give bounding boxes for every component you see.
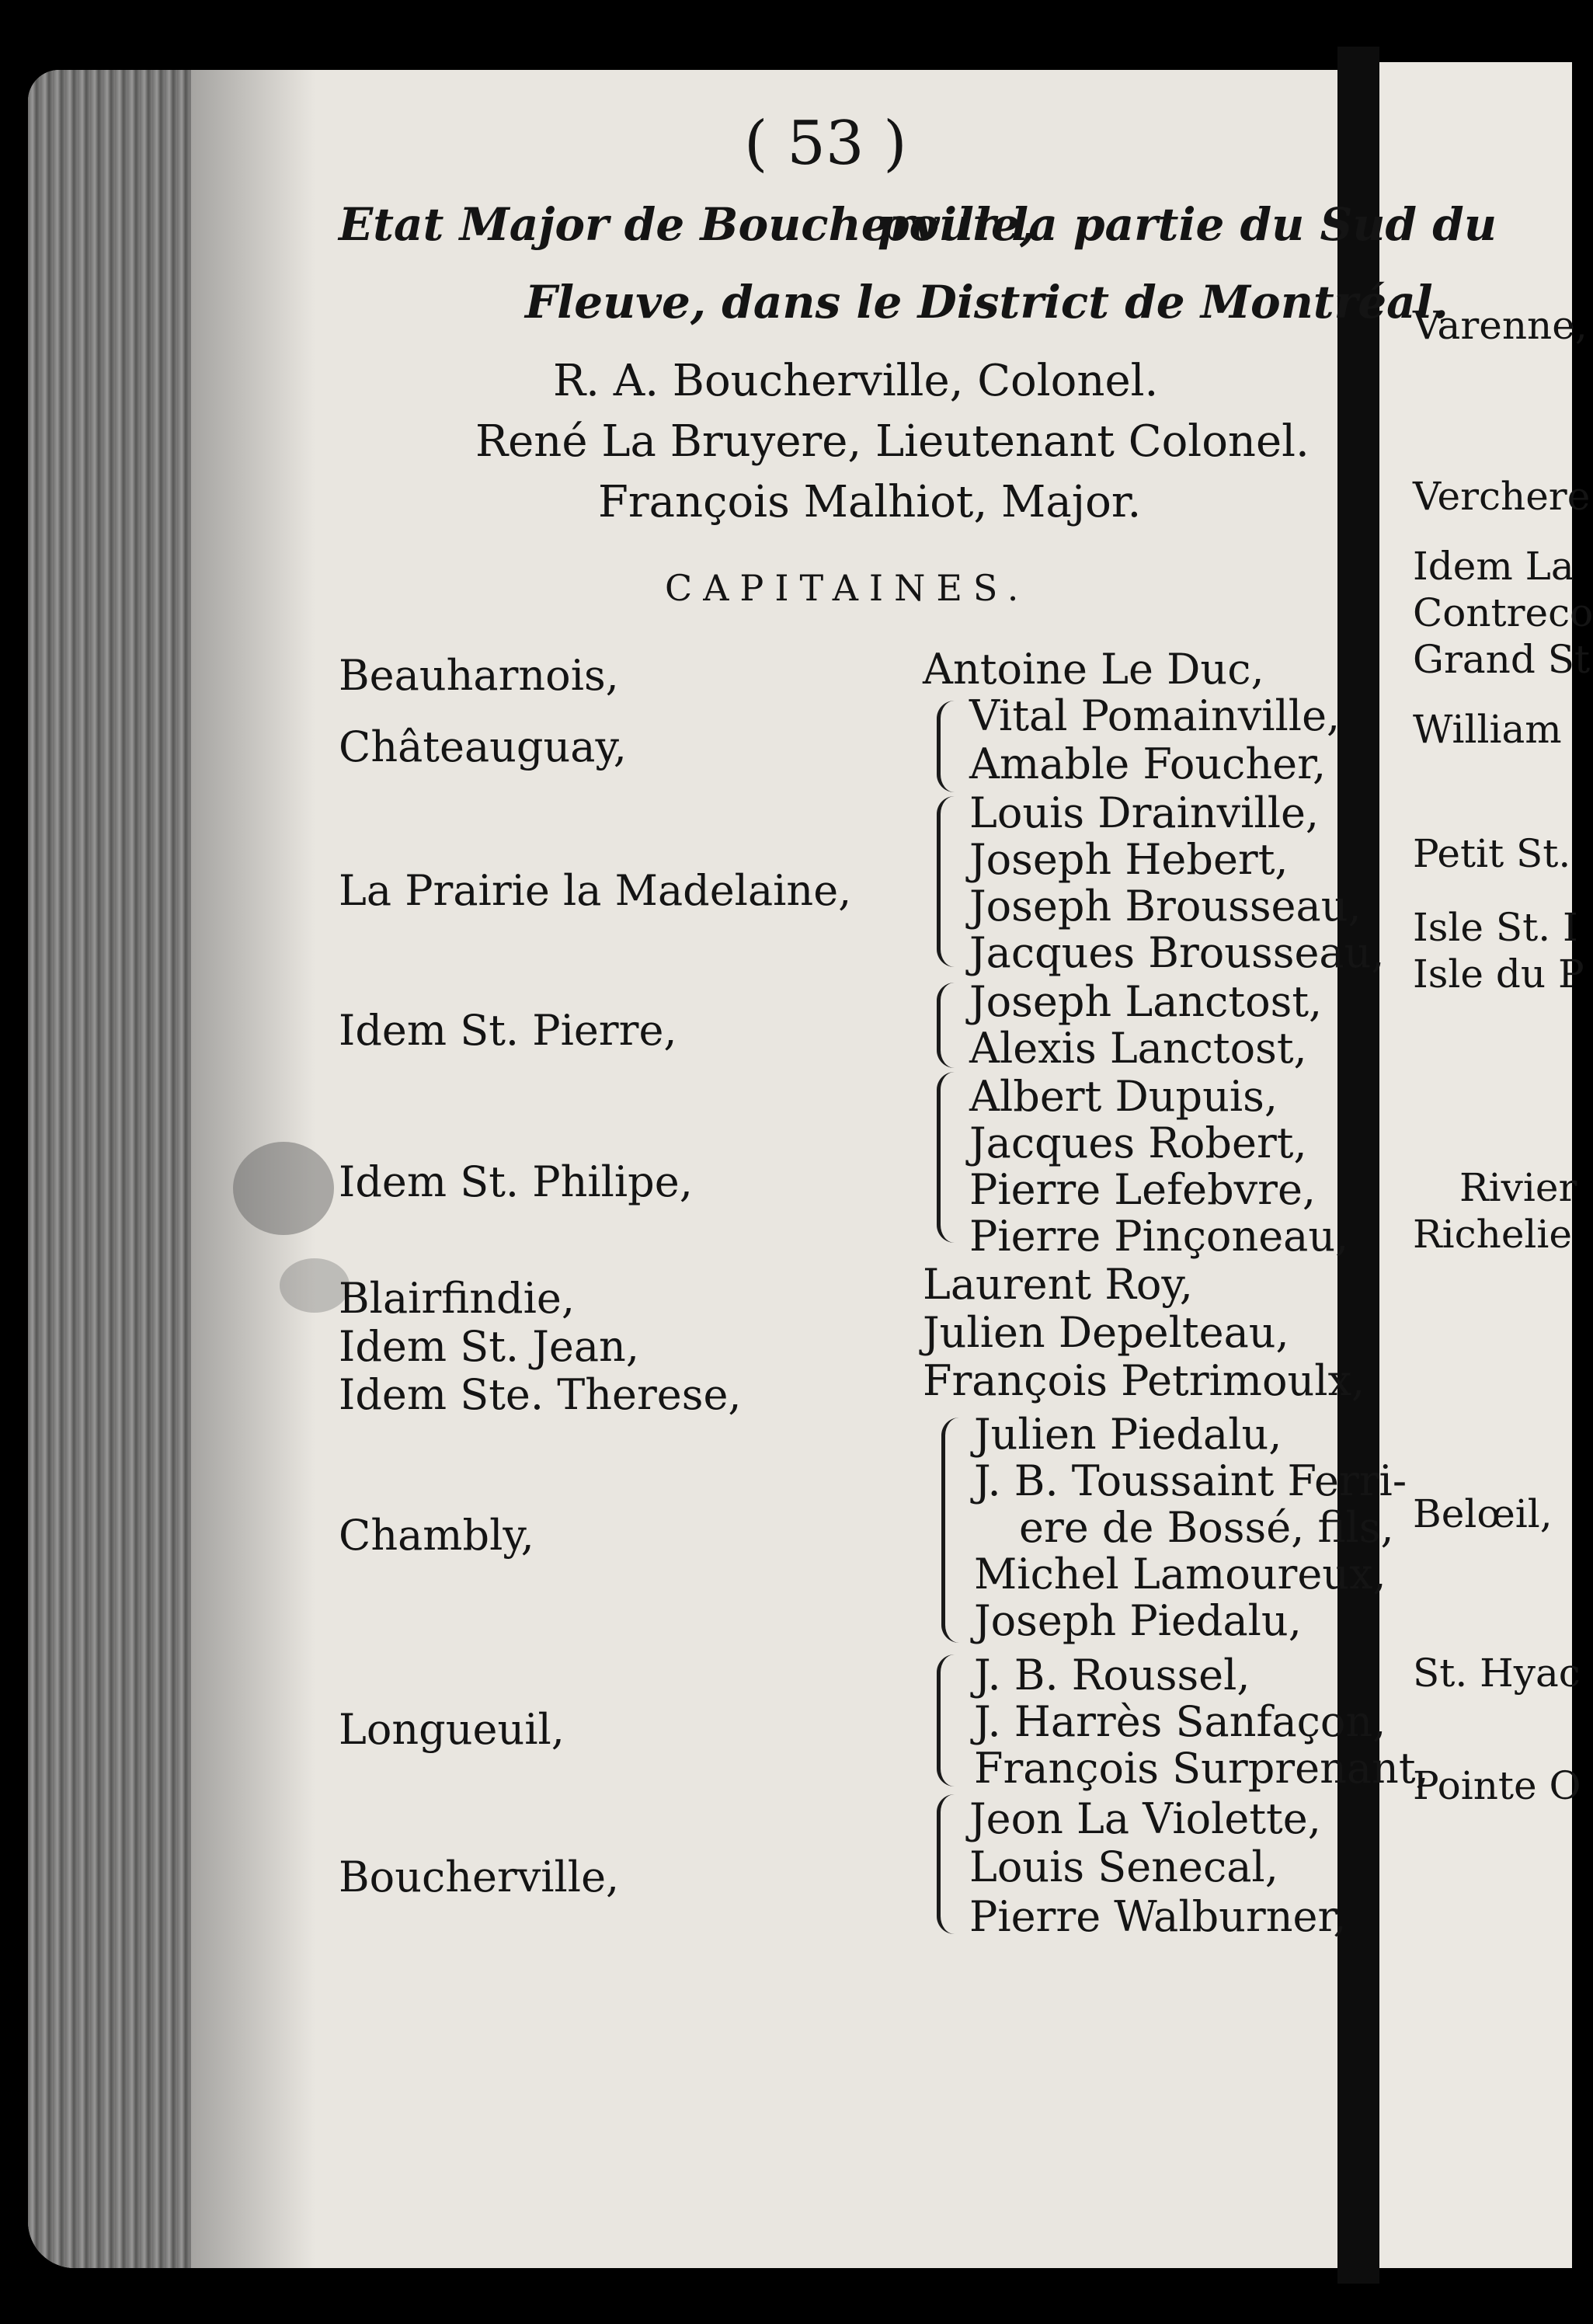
book-gutter <box>1337 47 1379 2284</box>
fragment-william: William <box>1413 707 1562 752</box>
title-line-1a: Etat Major de Boucherville, <box>339 198 1036 251</box>
title-line-2: Fleuve, dans le District de Montréal. <box>525 276 1449 329</box>
captain-name: Michel Lamoureux, <box>974 1550 1386 1599</box>
page-edge-stack <box>28 70 191 2268</box>
fragment-isle-du: Isle du P <box>1413 952 1584 997</box>
ink-stain <box>233 1142 334 1235</box>
place-longueuil: Longueuil, <box>339 1705 565 1754</box>
captain-name: Louis Drainville, <box>969 788 1320 837</box>
place-idem-ste-therese: Idem Ste. Therese, <box>339 1370 742 1419</box>
place-blairfindie: Blairfindie, <box>339 1274 575 1323</box>
captain-name: Laurent Roy, <box>923 1260 1193 1309</box>
fragment-st-hyac: St. Hyac <box>1413 1651 1581 1696</box>
brace-st-philipe <box>937 1072 955 1243</box>
captain-name: J. B. Roussel, <box>974 1651 1250 1700</box>
fragment-verchere: Verchere <box>1413 474 1591 519</box>
officer-lieutenant-colonel: René La Bruyere, Lieutenant Colonel. <box>475 416 1310 467</box>
captain-name: François Surprenant, <box>974 1744 1429 1793</box>
captain-name: Jacques Robert, <box>969 1119 1307 1167</box>
captain-name: Julien Depelteau, <box>923 1308 1289 1357</box>
fragment-pointe-o: Pointe O <box>1413 1763 1581 1808</box>
captain-name: Joseph Lanctost, <box>969 977 1323 1026</box>
captain-name: ere de Bossé, fils, <box>1019 1503 1394 1552</box>
captain-name: J. B. Toussaint Ferri- <box>974 1456 1407 1505</box>
brace-chambly <box>941 1418 959 1643</box>
title-line-1b: pour la partie du Sud du <box>878 198 1497 251</box>
captain-name: Jeon La Violette, <box>969 1794 1321 1843</box>
place-boucherville: Boucherville, <box>339 1853 620 1901</box>
fragment-contreco: Contreco <box>1413 590 1593 635</box>
brace-st-pierre <box>937 983 955 1068</box>
right-page-text-clip <box>1379 62 1593 2268</box>
captain-name: Joseph Piedalu, <box>974 1596 1302 1645</box>
page-number: ( 53 ) <box>744 109 907 179</box>
captain-name: Albert Dupuis, <box>969 1072 1278 1121</box>
brace-boucherville <box>937 1794 955 1934</box>
fragment-beloeil: Belœil, <box>1413 1491 1553 1536</box>
fragment-richelie: Richelie <box>1413 1212 1573 1257</box>
captain-name: Jacques Brousseau, <box>969 928 1385 977</box>
place-la-prairie: La Prairie la Madelaine, <box>339 866 852 915</box>
place-idem-st-jean: Idem St. Jean, <box>339 1322 639 1371</box>
captain-name: J. Harrès Sanfaçon, <box>974 1697 1386 1746</box>
fragment-idem-la: Idem La <box>1413 544 1574 589</box>
brace-la-prairie <box>937 796 955 967</box>
captain-name: Julien Piedalu, <box>974 1410 1282 1459</box>
captain-name: Joseph Brousseau, <box>969 882 1362 931</box>
captain-name: Amable Foucher, <box>969 739 1327 788</box>
officer-major: François Malhiot, Major. <box>598 477 1142 527</box>
fragment-rivier: Rivier <box>1459 1165 1577 1210</box>
place-idem-st-philipe: Idem St. Philipe, <box>339 1157 693 1206</box>
place-beauharnois: Beauharnois, <box>339 651 619 700</box>
place-chateauguay: Châteauguay, <box>339 722 627 771</box>
officer-colonel: R. A. Boucherville, Colonel. <box>553 356 1159 406</box>
captain-name: Alexis Lanctost, <box>969 1024 1307 1073</box>
brace-longueuil <box>937 1654 955 1786</box>
place-idem-st-pierre: Idem St. Pierre, <box>339 1006 677 1055</box>
section-heading: CAPITAINES. <box>665 567 1030 609</box>
captain-name: Pierre Walburner, <box>969 1892 1347 1941</box>
fragment-varenne: Varenne, <box>1413 303 1588 348</box>
captain-name: Antoine Le Duc, <box>923 645 1264 694</box>
captain-name: Pierre Lefebvre, <box>969 1165 1316 1214</box>
fragment-petit-st: Petit St. <box>1413 831 1571 876</box>
place-chambly: Chambly, <box>339 1511 534 1560</box>
captain-name: Joseph Hebert, <box>969 835 1289 884</box>
fragment-isle-st: Isle St. I <box>1413 905 1578 950</box>
captain-name: Pierre Pinçoneau, <box>969 1212 1349 1261</box>
captain-name: François Petrimoulx, <box>923 1356 1365 1405</box>
captain-name: Louis Senecal, <box>969 1842 1278 1891</box>
brace-chateauguay <box>937 701 955 792</box>
fragment-grand-st: Grand St <box>1413 637 1591 682</box>
captain-name: Vital Pomainville, <box>969 691 1341 740</box>
